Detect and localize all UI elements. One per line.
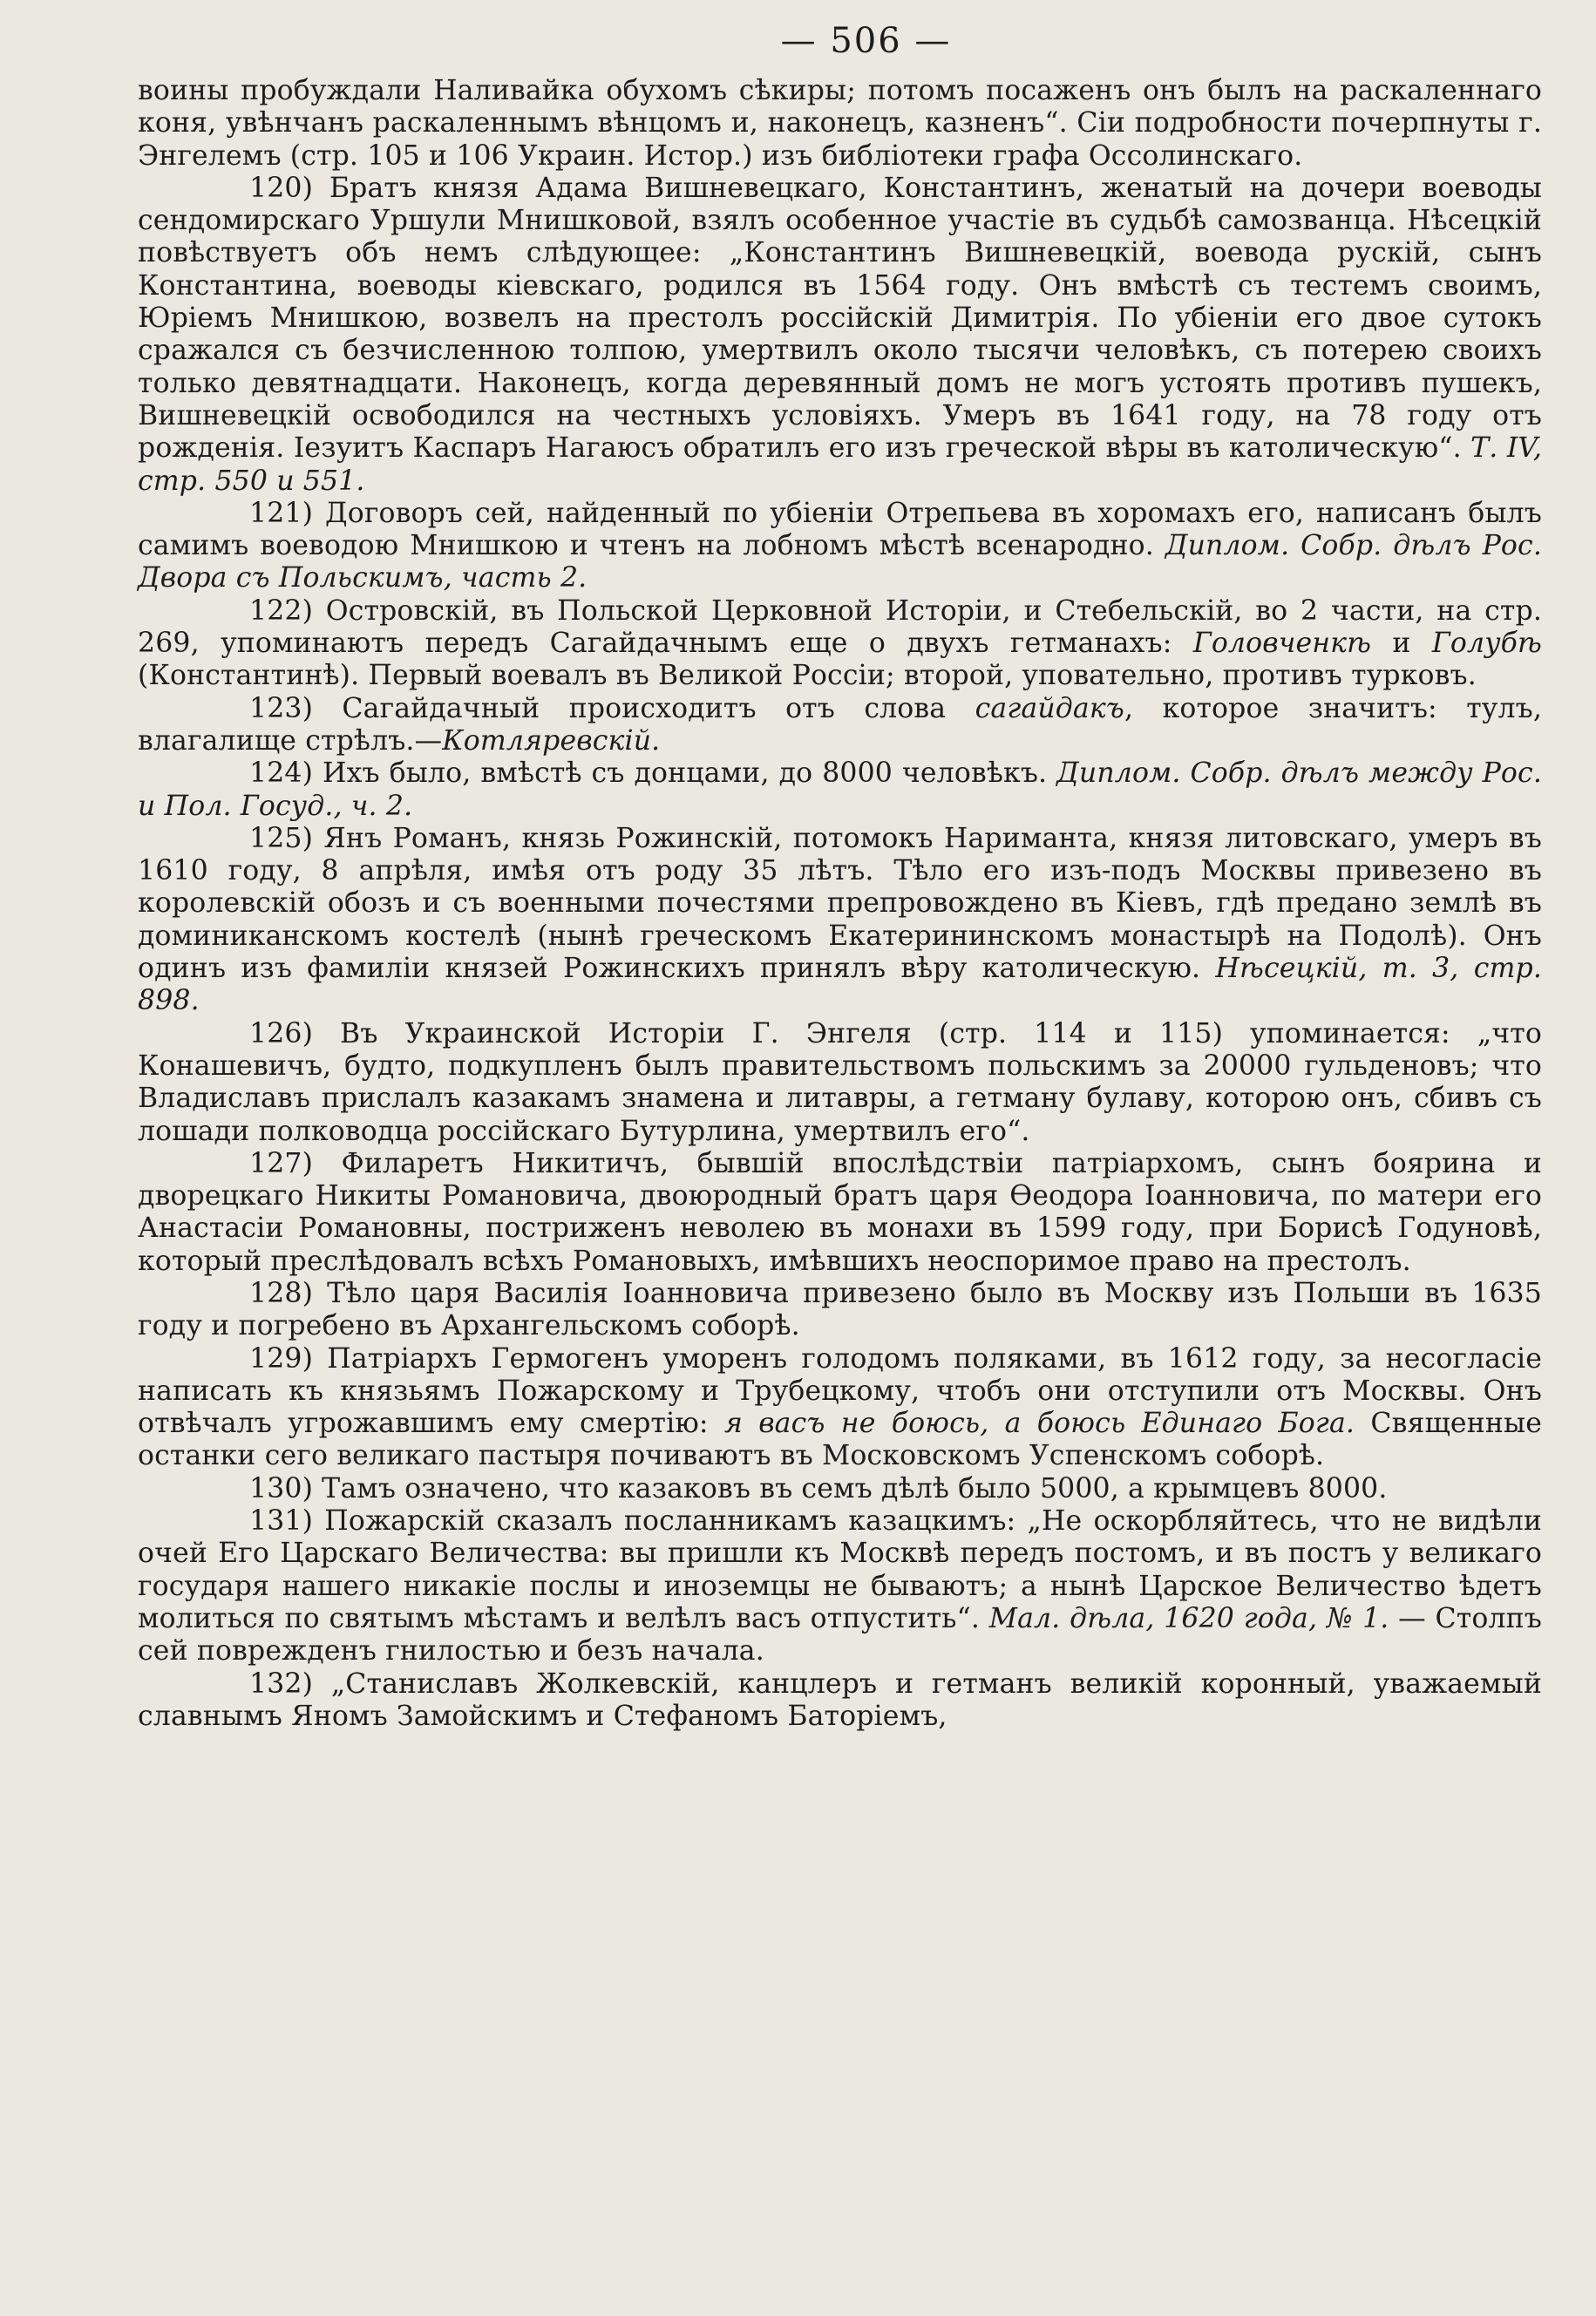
citation-text: Головченкѣ: [1192, 628, 1372, 660]
footnote-paragraph: [138, 1505, 1542, 1667]
footnote-paragraph: [138, 1343, 1542, 1473]
citation-text: Мал. дѣла, 1620 года, № 1.: [988, 1602, 1389, 1634]
footnote-paragraph: [138, 693, 1542, 758]
note-text: 127) Филаретъ Никитичъ, бывшій впослѣдствіи патріархомъ, сынъ боярина и дворецкаго Никиты Романовича, двоюродный братъ царя Ѳеодора Іоанновича, по матери его Анастасіи Романовны, постриженъ неволею въ монахи въ 1599 году, при Борисѣ Годуновѣ, который преслѣдовалъ всѣхъ Романовыхъ, имѣвшихъ неоспоримое право на престолъ.: [138, 1147, 1542, 1277]
note-text: 123) Сагайдачный происходитъ отъ слова: [249, 692, 975, 724]
note-text: 132) „Станиславъ Жолкевскій, канцлеръ и гетманъ великій коронный, уважаемый славнымъ Яномъ Замойскимъ и Стефаномъ Баторіемъ,: [138, 1667, 1542, 1732]
citation-text: сагайдакъ: [975, 692, 1124, 724]
note-continuation: [138, 75, 1542, 173]
note-text: 124) Ихъ было, вмѣстѣ съ донцами, до 8000 человѣкъ.: [249, 757, 1057, 790]
citation-text: Т. IV, стр. 550 и 551.: [138, 432, 1542, 497]
footnote-paragraph: [138, 1148, 1542, 1278]
note-text: 120) Братъ князя Адама Вишневецкаго, Константинъ, женатый на дочери воеводы сендомирскаго Уршули Мнишковой, взялъ особенное участіе въ судьбѣ самозванца. Нѣсецкій повѣствуетъ объ немъ слѣдующее: „Константинъ Вишневецкій, воевода рускій, сынъ Константина, воеводы кіевскаго, родился въ 1564 году. Онъ вмѣстѣ съ тестемъ своимъ, Юріемъ Мнишкою, возвелъ на престолъ россійскій Димитрія. По убіеніи его двое сутокъ сражался съ безчисленною толпою, умертвилъ около тысячи человѣкъ, съ потерею своихъ только девятнадцати. Наконецъ, когда деревянный домъ не могъ устоять противъ пушекъ, Вишневецкій освободился на честныхъ условіяхъ. Умеръ въ 1641 году, на 78 году отъ рожденія. Іезуитъ Каспаръ Нагаюсъ обратилъ его изъ греческой вѣры въ католическую“.: [138, 172, 1542, 465]
footnote-paragraph: [138, 595, 1542, 693]
page-number: — 506 —: [780, 21, 952, 61]
note-text: 125) Янъ Романъ, князь Рожинскій, потомокъ Нариманта, князя литовскаго, умеръ въ 1610 году, 8 апрѣля, имѣя отъ роду 35 лѣтъ. Тѣло его изъ-подъ Москвы привезено въ королевскій обозъ и съ военными почестями препровождено въ Кіевъ, гдѣ предано землѣ въ доминиканскомъ костелѣ (нынѣ греческомъ Екатерининскомъ монастырѣ на Подолѣ). Онъ одинъ изъ фамиліи князей Рожинскихъ принялъ вѣру католическую.: [138, 822, 1542, 985]
footnote-paragraph: [138, 823, 1542, 1018]
note-text: 130) Тамъ означено, что казаковъ въ семъ дѣлѣ было 5000, а крымцевъ 8000.: [249, 1472, 1388, 1504]
note-text: 131) Пожарскій сказалъ посланникамъ казацкимъ: „Не оскорбляйтесь, что не видѣли очей Его Царскаго Величества: вы пришли къ Москвѣ передъ постомъ, и въ постъ у великаго государя нашего никакіе послы и иноземцы не бываютъ; а нынѣ Царское Величество ѣдетъ молиться по святымъ мѣстамъ и велѣлъ васъ отпустить“.: [138, 1505, 1542, 1634]
note-text: 128) Тѣло царя Василія Іоанновича привезено было въ Москву изъ Польши въ 1635 году и погребено въ Архангельскомъ соборѣ.: [138, 1277, 1542, 1342]
note-text: 121) Договоръ сей, найденный по убіеніи Отрепьева въ хоромахъ его, написанъ былъ самимъ воеводою Мнишкою и чтенъ на лобномъ мѣстѣ всенародно.: [138, 497, 1542, 562]
footnote-paragraph: [138, 1018, 1542, 1148]
citation-text: Котляревскій.: [442, 724, 661, 757]
note-text: 129) Патріархъ Гермогенъ уморенъ голодомъ поляками, въ 1612 году, за несогласіе написать къ князьямъ Пожарскому и Трубецкому, чтобъ они отступили отъ Москвы. Онъ отвѣчалъ угрожавшимъ ему смертію:: [138, 1342, 1542, 1440]
note-text: — Столпъ сей поврежденъ гнилостью и безъ начала.: [138, 1602, 1542, 1667]
footnote-paragraph: [138, 1668, 1542, 1734]
footnote-paragraph: [138, 757, 1542, 823]
note-text: и: [1371, 628, 1432, 660]
footnote-paragraph: [138, 498, 1542, 595]
footnote-paragraph: [138, 1473, 1542, 1505]
footnote-paragraph: [138, 1278, 1542, 1343]
citation-text: я васъ не боюсь, а боюсь Единаго Бога.: [723, 1408, 1355, 1440]
footnote-paragraph: [138, 173, 1542, 498]
note-text: воины пробуждали Наливайка обухомъ сѣкиры; потомъ посаженъ онъ былъ на раскаленнаго коня, увѣнчанъ раскаленнымъ вѣнцомъ и, наконецъ, казненъ“. Сіи подробности почерпнуты г. Энгелемъ (стр. 105 и 106 Украин. Истор.) изъ библіотеки графа Оссолинскаго.: [138, 75, 1542, 172]
note-text: , которое значитъ: тулъ, влагалище стрѣлъ.—: [138, 692, 1542, 757]
note-text: (Константинѣ). Первый воевалъ въ Великой Россіи; второй, уповательно, противъ турковъ.: [138, 660, 1477, 692]
note-text: 122) Островскій, въ Польской Церковной Исторіи, и Стебельскій, во 2 части, на стр. 269, упоминаютъ передъ Сагайдачнымъ еще о двухъ гетманахъ:: [138, 594, 1542, 660]
note-text: 126) Въ Украинской Исторіи Г. Энгеля (стр. 114 и 115) упоминается: „что Конашевичъ, будто, подкупленъ былъ правительствомъ польскимъ за 20000 гульденовъ; что Владиславъ прислалъ казакамъ знамена и литавры, а гетману булаву, которою онъ, сбивъ съ лошади полководца россійскаго Бутурлина, умертвилъ его“.: [138, 1017, 1542, 1147]
citation-text: Нѣсецкій, т. 3, стр. 898.: [138, 953, 1542, 1017]
note-text: Священные останки сего великаго пастыря почиваютъ въ Московскомъ Успенскомъ соборѣ.: [138, 1408, 1543, 1472]
notes-body: [138, 75, 1542, 1733]
citation-text: Диплом. Собр. дѣлъ между Рос. и Пол. Госуд., ч. 2.: [138, 757, 1542, 822]
citation-text: Диплом. Собр. дѣлъ Рос. Двора съ Польскимъ, часть 2.: [138, 530, 1542, 594]
citation-text: Голубѣ: [1431, 628, 1542, 660]
